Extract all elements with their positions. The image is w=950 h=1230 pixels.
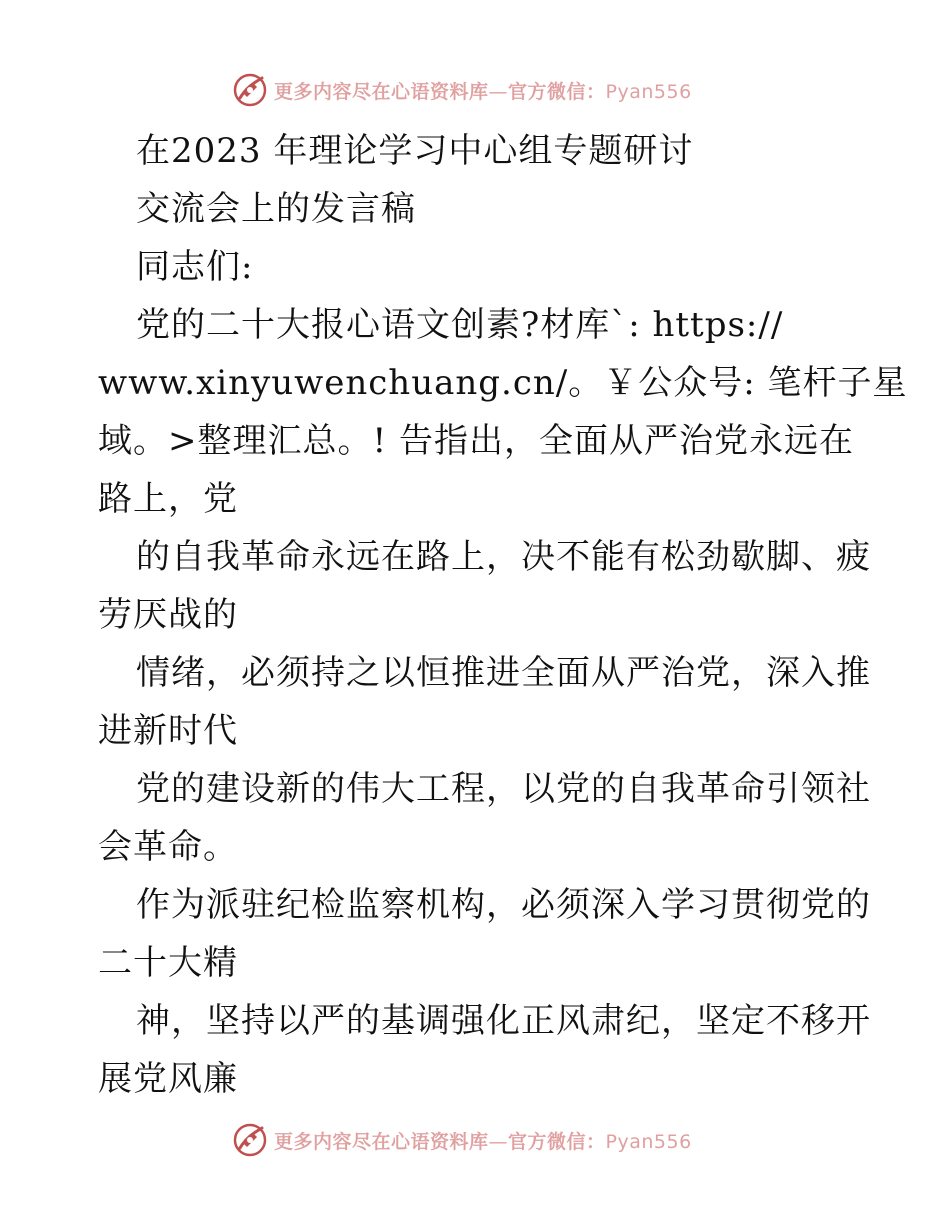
watermark-separator: — bbox=[488, 80, 509, 103]
watermark-title: 更多内容尽在心语资料库 bbox=[274, 1130, 489, 1153]
watermark-wechat-label: 官方微信： bbox=[508, 1130, 606, 1153]
pen-logo-icon bbox=[232, 72, 268, 108]
watermark-wechat-id: Pyan556 bbox=[605, 1130, 692, 1153]
watermark-text bbox=[274, 77, 692, 104]
footer-watermark bbox=[232, 1120, 692, 1160]
watermark-text bbox=[274, 1127, 692, 1154]
watermark-wechat-label: 官方微信： bbox=[508, 80, 606, 103]
doc-line: 劳厌战的 bbox=[98, 595, 238, 635]
watermark-title: 更多内容尽在心语资料库 bbox=[274, 80, 489, 103]
watermark-wechat-id: Pyan556 bbox=[605, 80, 692, 103]
pen-logo-icon bbox=[232, 1122, 268, 1158]
doc-line: 展党风廉 bbox=[98, 1059, 238, 1099]
document-body bbox=[98, 122, 908, 1108]
doc-line: 作为派驻纪检监察机构，必须深入学习贯彻党的 bbox=[136, 885, 871, 925]
doc-line: 党的建设新的伟大工程，以党的自我革命引领社 bbox=[136, 769, 871, 809]
doc-line: 神，坚持以严的基调强化正风肃纪，坚定不移开 bbox=[136, 1001, 871, 1041]
doc-line: 在2023 年理论学习中心组专题研讨 bbox=[136, 131, 694, 171]
doc-line: 二十大精 bbox=[98, 943, 238, 983]
doc-line: 党的二十大报心语文创素?材库`: https:// bbox=[136, 305, 784, 345]
doc-line: 路上，党 bbox=[98, 479, 238, 519]
doc-line: 会革命。 bbox=[98, 827, 238, 867]
doc-line: 进新时代 bbox=[98, 711, 238, 751]
doc-line: 同志们: bbox=[136, 247, 254, 287]
header-watermark bbox=[232, 70, 692, 110]
doc-line: 的自我革命永远在路上，决不能有松劲歇脚、疲 bbox=[136, 537, 871, 577]
doc-line: www.xinyuwenchuang.cn/。￥公众号: 笔杆子星 bbox=[98, 363, 908, 403]
watermark-separator: — bbox=[488, 1130, 509, 1153]
doc-line: 情绪，必须持之以恒推进全面从严治党，深入推 bbox=[136, 653, 871, 693]
doc-line: 域。>整理汇总。! 告指出，全面从严治党永远在 bbox=[98, 421, 854, 461]
doc-line: 交流会上的发言稿 bbox=[136, 189, 416, 229]
